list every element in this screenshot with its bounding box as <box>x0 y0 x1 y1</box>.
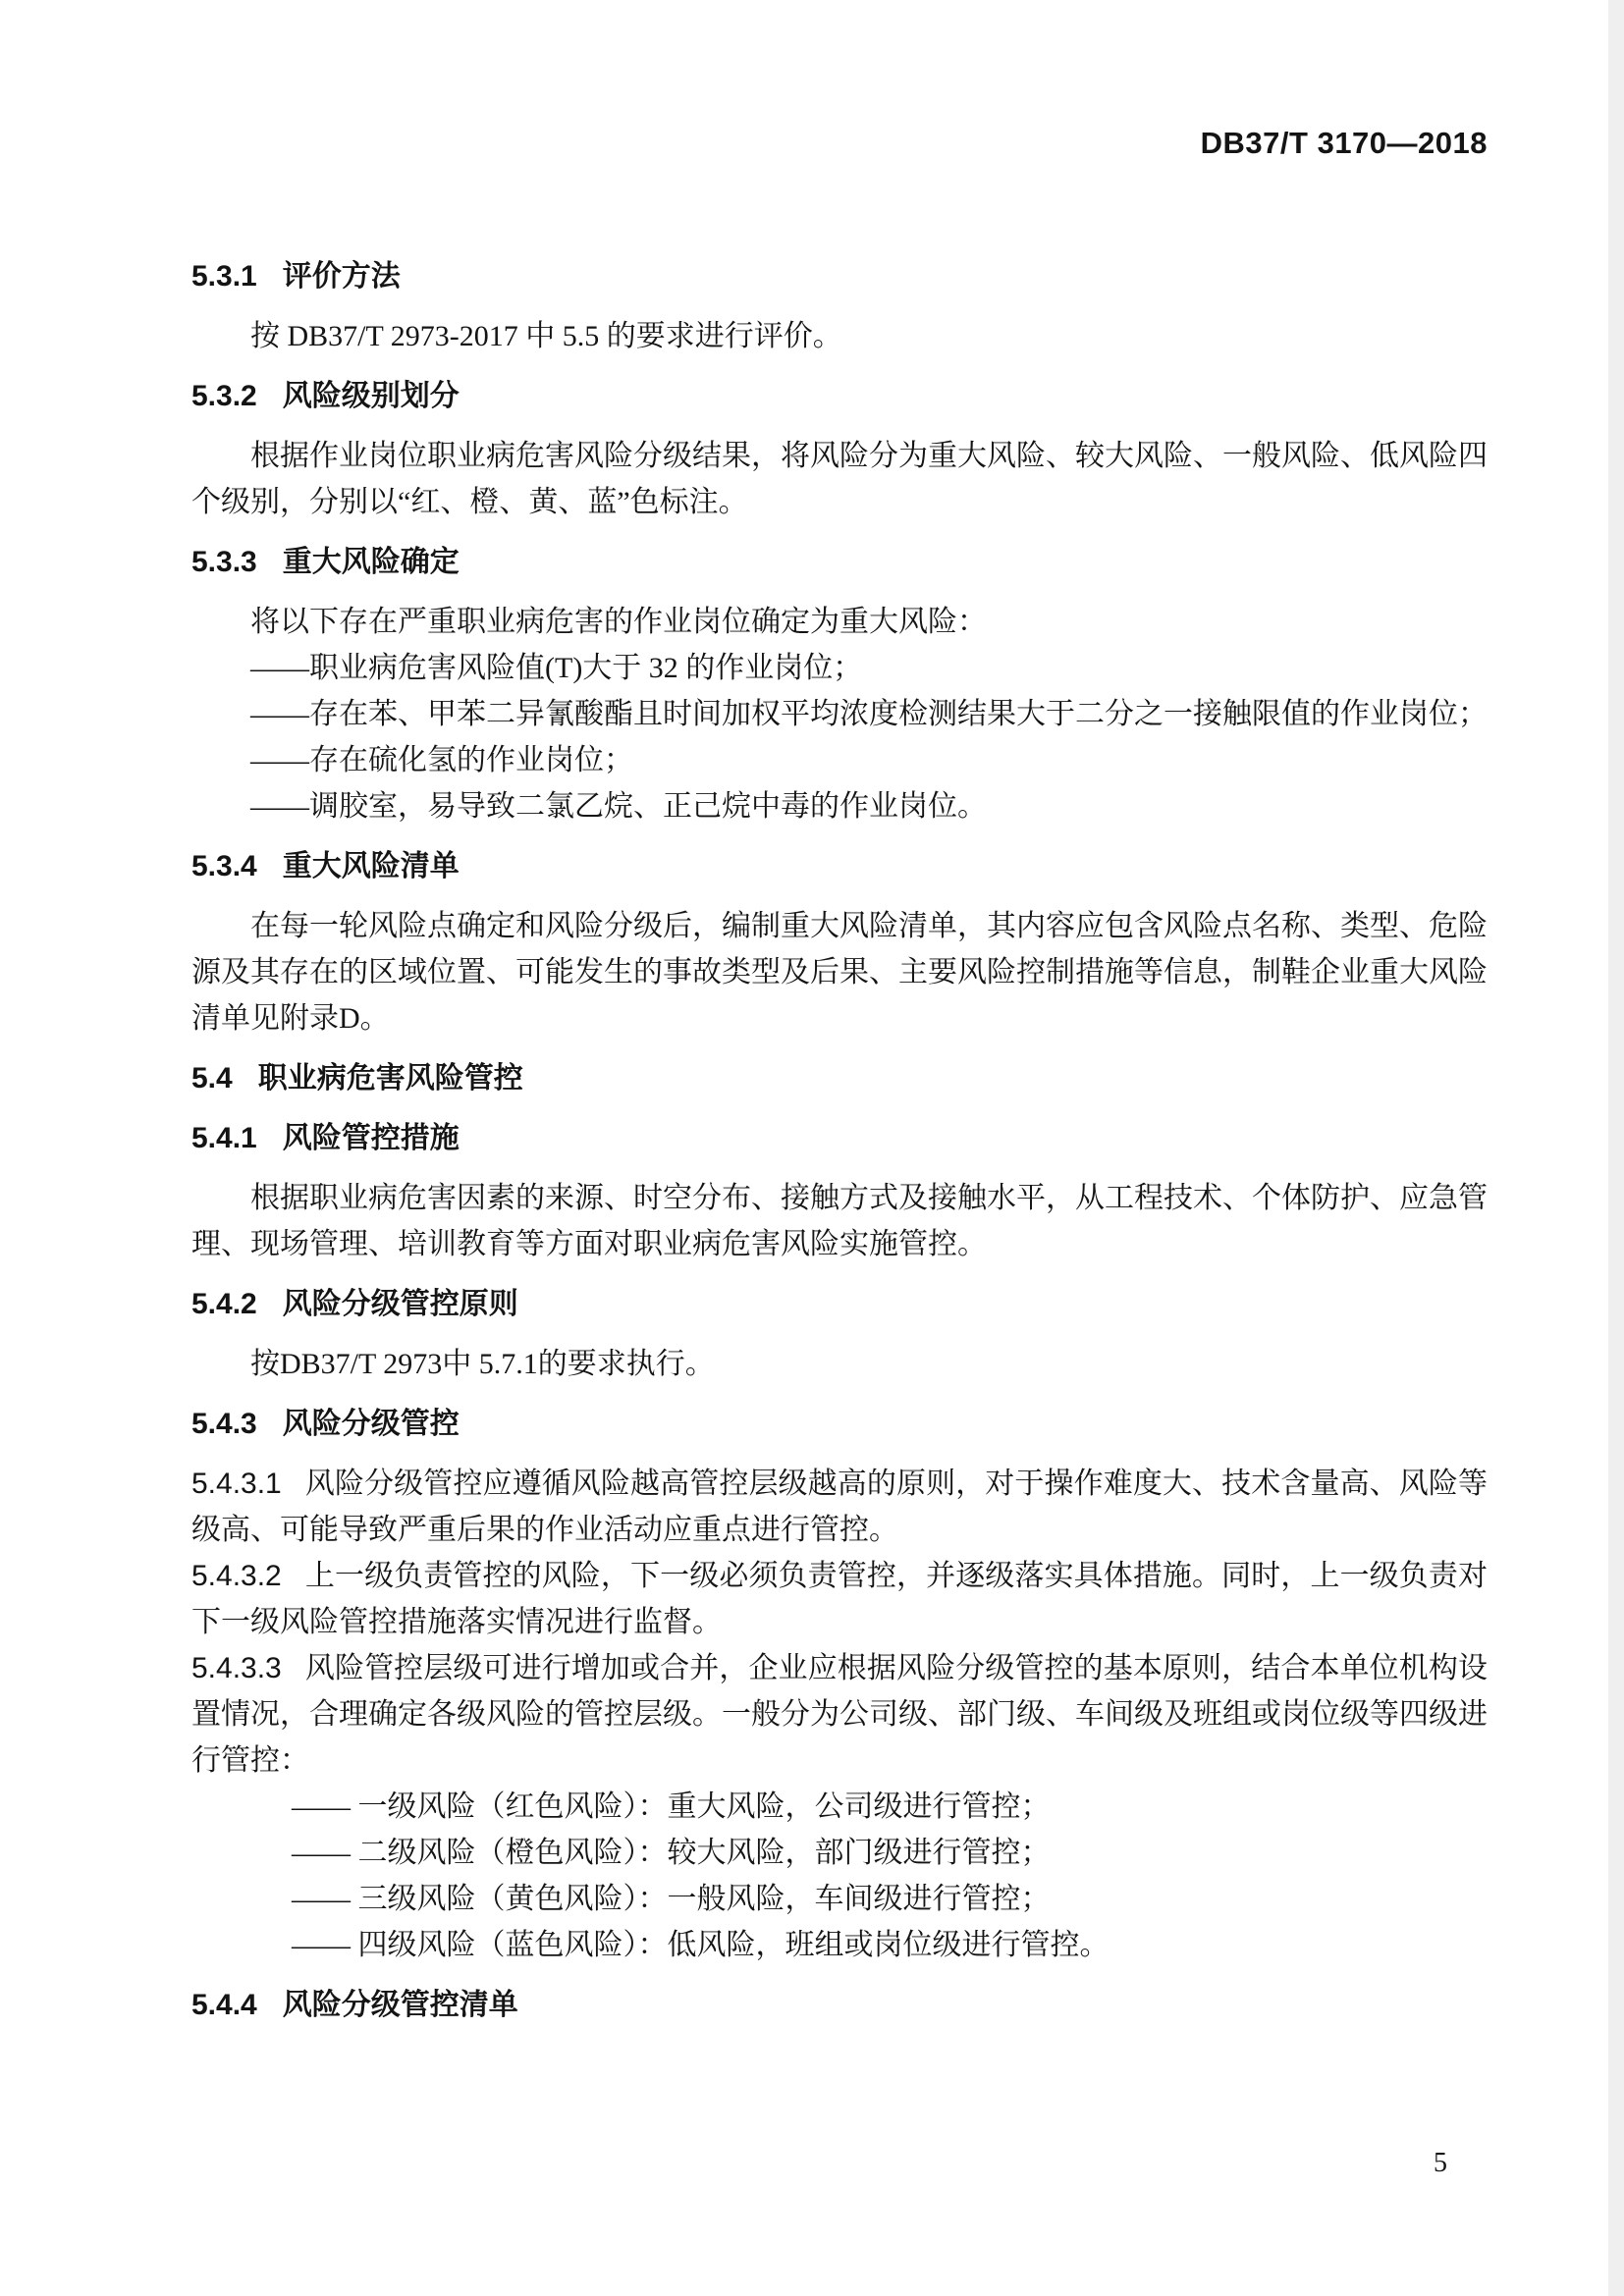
section-heading-5-4 <box>191 1055 1488 1101</box>
clause-number: 5.4.3.3 <box>191 1652 282 1684</box>
list-item: —— 四级风险（蓝色风险）：低风险，班组或岗位级进行管控。 <box>292 1929 1110 1961</box>
doc-number: DB37/T 3170—2018 <box>1200 126 1488 160</box>
list-item: —— 三级风险（黄色风险）：一般风险，车间级进行管控； <box>292 1883 1051 1915</box>
clause-text: 风险管控层级可进行增加或合并，企业应根据风险分级管控的基本原则，结合本单位机构设置情况，合理确定各级风险的管控层级。一般分为公司级、部门级、车间级及班组或岗位级等四级进行管控： <box>191 1652 1488 1777</box>
section-heading-5-4-4 <box>191 1982 1488 2028</box>
heading-number: 5.3.4 <box>191 850 257 882</box>
clause-number: 5.4.3.2 <box>191 1560 282 1592</box>
section-heading-5-3-3 <box>191 539 1488 585</box>
clause-5-4-3-2 <box>191 1553 1488 1645</box>
content-area <box>191 124 1488 2042</box>
heading-title: 风险管控措施 <box>282 1122 460 1154</box>
paragraph: 根据作业岗位职业病危害风险分级结果，将风险分为重大风险、较大风险、一般风险、低风险四个级别，分别以“红、橙、黄、蓝”色标注。 <box>191 440 1488 518</box>
heading-number: 5.4.1 <box>191 1122 257 1154</box>
heading-number: 5.3.1 <box>191 260 257 293</box>
clause-text: 风险分级管控应遵循风险越高管控层级越高的原则，对于操作难度大、技术含量高、风险等级高、可能导致严重后果的作业活动应重点进行管控。 <box>191 1468 1488 1546</box>
paragraph: 按DB37/T 2973中 5.7.1的要求执行。 <box>250 1348 715 1380</box>
heading-title: 风险分级管控原则 <box>282 1288 518 1320</box>
clause-text: 上一级负责管控的风险，下一级必须负责管控，并逐级落实具体措施。同时，上一级负责对下一级风险管控措施落实情况进行监督。 <box>191 1560 1488 1638</box>
clause-number: 5.4.3.1 <box>191 1468 282 1500</box>
section-heading-5-3-1 <box>191 253 1488 299</box>
heading-title: 风险级别划分 <box>282 380 460 412</box>
section-heading-5-4-1 <box>191 1115 1488 1161</box>
heading-number: 5.4.2 <box>191 1288 257 1320</box>
list-item: ——职业病危害风险值(T)大于 32 的作业岗位； <box>250 652 863 684</box>
clause-5-4-3-1 <box>191 1461 1488 1553</box>
clause-5-4-3-3 <box>191 1645 1488 1784</box>
section-heading-5-3-2 <box>191 373 1488 419</box>
section-heading-5-3-4 <box>191 843 1488 889</box>
paragraph: 按 DB37/T 2973-2017 中 5.5 的要求进行评价。 <box>250 320 842 352</box>
heading-title: 重大风险清单 <box>282 850 460 882</box>
heading-number: 5.4 <box>191 1062 233 1095</box>
list-item: ——存在硫化氢的作业岗位； <box>250 744 633 776</box>
heading-number: 5.4.3 <box>191 1408 257 1440</box>
paragraph: 在每一轮风险点确定和风险分级后，编制重大风险清单，其内容应包含风险点名称、类型、危险源及其存在的区域位置、可能发生的事故类型及后果、主要风险控制措施等信息，制鞋企业重大风险清单见附录D。 <box>191 910 1488 1035</box>
page-number: 5 <box>1434 2148 1447 2178</box>
list-item: —— 二级风险（橙色风险）：较大风险，部门级进行管控； <box>292 1837 1051 1869</box>
list-item: —— 一级风险（红色风险）：重大风险，公司级进行管控； <box>292 1790 1051 1823</box>
heading-number: 5.3.2 <box>191 380 257 412</box>
heading-number: 5.3.3 <box>191 546 257 578</box>
section-heading-5-4-3 <box>191 1401 1488 1447</box>
heading-number: 5.4.4 <box>191 1989 257 2021</box>
document-header <box>191 124 1488 163</box>
heading-title: 重大风险确定 <box>282 546 460 578</box>
heading-title: 职业病危害风险管控 <box>257 1062 523 1095</box>
heading-title: 评价方法 <box>282 260 401 293</box>
paragraph: 根据职业病危害因素的来源、时空分布、接触方式及接触水平，从工程技术、个体防护、应急管理、现场管理、培训教育等方面对职业病危害风险实施管控。 <box>191 1182 1488 1260</box>
list-item: ——存在苯、甲苯二异氰酸酯且时间加权平均浓度检测结果大于二分之一接触限值的作业岗位； <box>250 698 1488 730</box>
heading-title: 风险分级管控清单 <box>282 1989 518 2021</box>
paragraph: 将以下存在严重职业病危害的作业岗位确定为重大风险： <box>250 606 987 638</box>
page-edge-shadow <box>1608 0 1624 2296</box>
heading-title: 风险分级管控 <box>282 1408 460 1440</box>
list-item: ——调胶室，易导致二氯乙烷、正己烷中毒的作业岗位。 <box>250 790 987 823</box>
section-heading-5-4-2 <box>191 1281 1488 1327</box>
